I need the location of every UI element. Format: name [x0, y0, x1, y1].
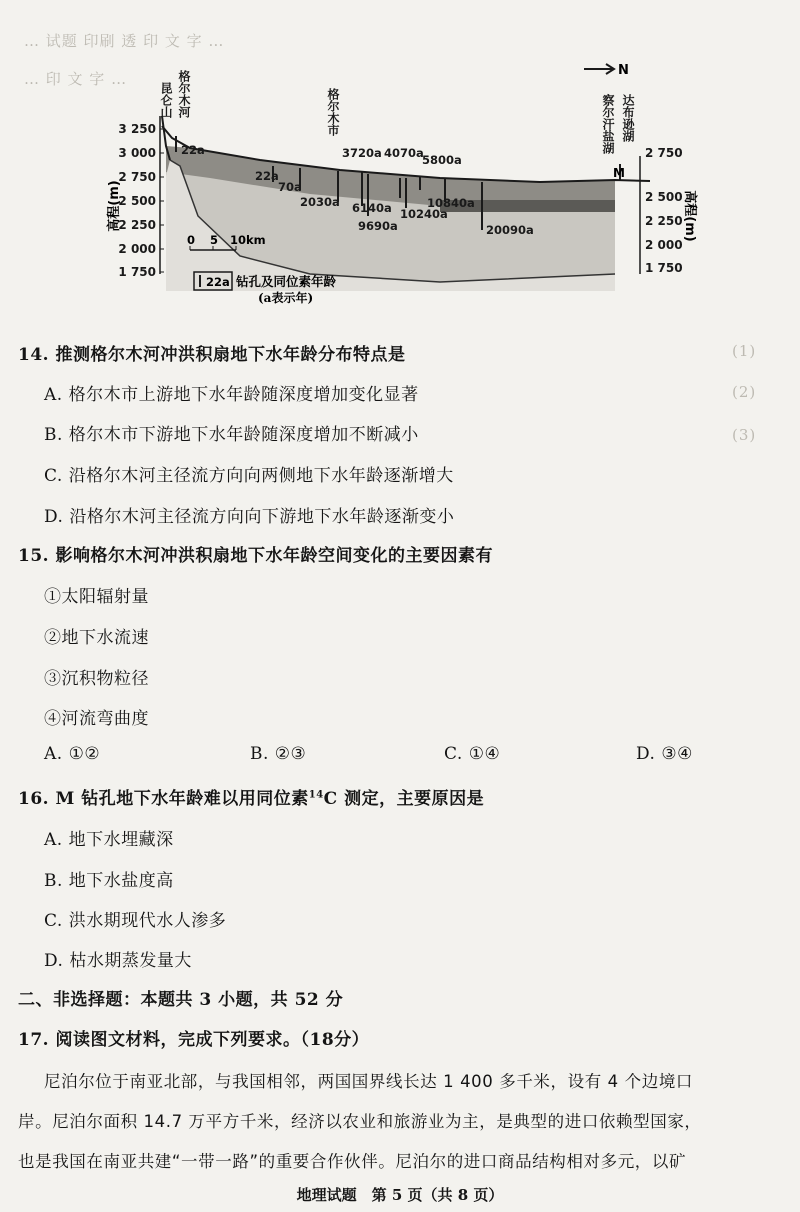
left-tick-label: 2 000: [118, 242, 156, 256]
right-tick-label: 2 000: [645, 238, 683, 252]
q15-option-a[interactable]: A. ①②: [44, 744, 101, 764]
age-label: 5800a: [422, 153, 462, 167]
well-m-label: M: [613, 166, 625, 180]
bleed-through-text: (2): [732, 383, 757, 401]
q15-item-1: ①太阳辐射量: [44, 587, 149, 607]
right-tick-label: 2 750: [645, 146, 683, 160]
q16-option-b[interactable]: B. 地下水盐度高: [44, 871, 174, 891]
place-geermu-river: 格尔木河: [177, 70, 191, 118]
left-tick-label: 3 250: [118, 122, 156, 136]
bleed-through-text: … 试题 印刷 透 印 文 字 …: [24, 32, 225, 50]
right-tick-label: 2 500: [645, 190, 683, 204]
right-tick-label: 1 750: [645, 261, 683, 275]
bleed-through-text: (3): [732, 426, 757, 444]
q14-option-a[interactable]: A. 格尔木市上游地下水年龄随深度增加变化显著: [44, 385, 419, 405]
left-tick-label: 2 250: [118, 218, 156, 232]
age-label: 3720a: [342, 146, 382, 160]
age-label: 9690a: [358, 219, 398, 233]
q15-item-4: ④河流弯曲度: [44, 709, 149, 729]
right-axis-title: 高程(m): [682, 190, 697, 242]
place-kunlun: 昆仑山: [159, 82, 173, 118]
q16-isotope-superscript: 14: [308, 789, 324, 801]
question-17-stem: 17. 阅读图文材料，完成下列要求。（18分）: [18, 1030, 370, 1050]
north-label: N: [618, 63, 629, 78]
q16-option-a[interactable]: A. 地下水埋藏深: [44, 830, 174, 850]
legend-sub: (a表示年): [258, 291, 314, 305]
bleed-through-text: … 印 文 字 …: [24, 70, 128, 88]
q15-item-3: ③沉积物粒径: [44, 669, 149, 689]
groundwater-profile-figure: [107, 56, 697, 306]
q16-stem-part-a: 16. M 钻孔地下水年龄难以用同位素: [18, 789, 309, 809]
left-tick-label: 2 750: [118, 170, 156, 184]
place-dabuxun: 达布逊湖: [621, 94, 635, 142]
age-label: 20090a: [486, 223, 534, 237]
scale-label: 0: [187, 233, 196, 247]
q14-option-d[interactable]: D. 沿格尔木河主径流方向向下游地下水年龄逐渐变小: [44, 507, 455, 527]
q16-stem-part-b: C 测定，主要原因是: [323, 789, 485, 809]
page-footer: 地理试题 第 5 页（共 8 页）: [296, 1186, 504, 1204]
age-label: 22a: [181, 143, 205, 157]
place-geermu-city: 格尔木市: [326, 88, 340, 136]
q17-material-line: 岸。尼泊尔面积 14.7 万平方千米，经济以农业和旅游业为主，是典型的进口依赖型国家，: [18, 1112, 702, 1131]
age-label: 10240a: [400, 207, 448, 221]
q15-option-b[interactable]: B. ②③: [250, 744, 307, 764]
q17-material-line: 尼泊尔位于南亚北部，与我国相邻，两国国界线长达 1 400 多千米，设有 4 个边境口: [44, 1072, 694, 1091]
bleed-through-text: (1): [732, 342, 757, 360]
left-tick-label: 1 750: [118, 265, 156, 279]
right-tick-label: 2 250: [645, 214, 683, 228]
question-14-stem: 14. 推测格尔木河冲洪积扇地下水年龄分布特点是: [18, 345, 406, 365]
question-15-stem: 15. 影响格尔木河冲洪积扇地下水年龄空间变化的主要因素有: [18, 546, 493, 566]
question-16-stem: [18, 784, 484, 809]
legend-box-label: 22a: [206, 275, 230, 289]
left-tick-label: 2 500: [118, 194, 156, 208]
q15-option-c[interactable]: C. ①④: [444, 744, 501, 764]
q16-option-d[interactable]: D. 枯水期蒸发量大: [44, 951, 192, 971]
q15-option-d[interactable]: D. ③④: [636, 744, 693, 764]
age-label: 22a: [255, 169, 279, 183]
q16-option-c[interactable]: C. 洪水期现代水人渗多: [44, 911, 227, 931]
scale-label: 5: [210, 233, 219, 247]
age-label: 6140a: [352, 201, 392, 215]
age-label: 10840a: [427, 196, 475, 210]
q14-option-b[interactable]: B. 格尔木市下游地下水年龄随深度增加不断减小: [44, 425, 419, 445]
q17-material-line: 也是我国在南亚共建“一带一路”的重要合作伙伴。尼泊尔的进口商品结构相对多元，以矿: [18, 1152, 687, 1171]
age-label: 2030a: [300, 195, 340, 209]
age-label: 70a: [278, 180, 302, 194]
left-tick-label: 3 000: [118, 146, 156, 160]
legend-text: 钻孔及同位素年龄: [236, 274, 337, 289]
age-label: 4070a: [384, 146, 424, 160]
section-2-heading: 二、非选择题：本题共 3 小题，共 52 分: [18, 990, 344, 1010]
q15-item-2: ②地下水流速: [44, 628, 149, 648]
scale-label: 10km: [230, 233, 266, 247]
place-chaerhan: 察尔汗盐湖: [601, 94, 615, 154]
left-axis-title: 高程(m): [107, 180, 122, 232]
q14-option-c[interactable]: C. 沿格尔木河主径流方向向两侧地下水年龄逐渐增大: [44, 466, 454, 486]
